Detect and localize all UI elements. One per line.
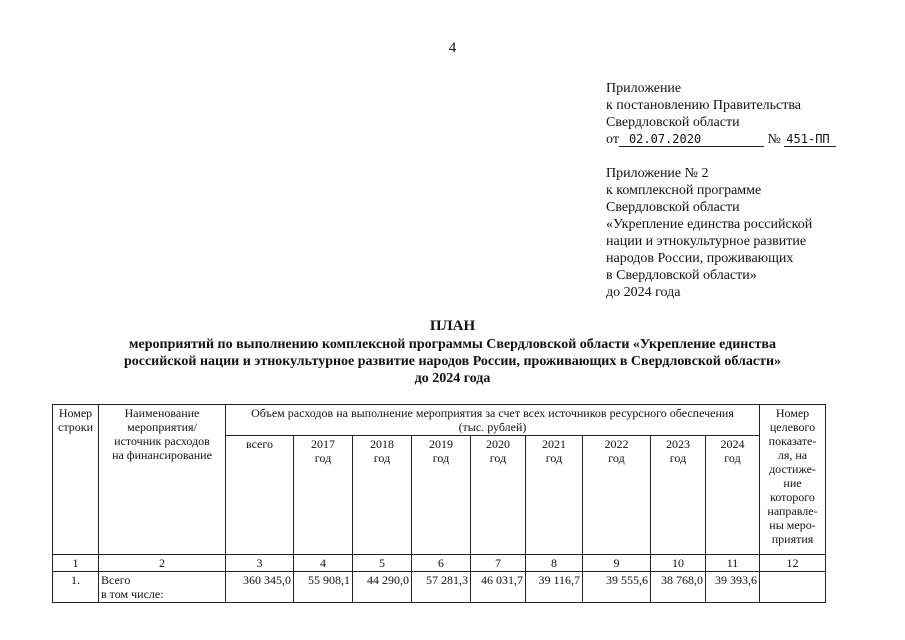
column-number: 5 <box>353 555 412 572</box>
header-text: 2021 <box>542 437 566 451</box>
column-number: 9 <box>583 555 651 572</box>
appendix-1-line: к постановлению Правительства <box>606 98 802 113</box>
resolution-date: 02.07.2020 <box>619 132 764 147</box>
plan-heading <box>0 318 905 387</box>
header-text: 2023 <box>666 437 690 451</box>
column-number-row <box>53 555 826 572</box>
appendix-2-block <box>606 165 812 301</box>
header-row <box>53 405 826 436</box>
column-number: 7 <box>471 555 526 572</box>
column-number: 2 <box>99 555 226 572</box>
header-text: год <box>669 451 687 465</box>
header-text: ние <box>783 476 802 490</box>
header-year <box>294 436 353 555</box>
header-year <box>583 436 651 555</box>
plan-subtitle-line: российской нации и этнокультурное развитие народов России, проживающих в Свердловской области» <box>123 354 782 369</box>
header-text: на финансирование <box>112 448 212 462</box>
header-year <box>651 436 706 555</box>
header-text: Номер <box>58 406 93 420</box>
appendix-2-line: «Укрепление единства российской <box>606 217 813 232</box>
header-text: строки <box>58 420 93 434</box>
header-text: год <box>373 451 391 465</box>
header-year <box>412 436 471 555</box>
header-text: 2019 <box>429 437 453 451</box>
row-total: 360 345,0 <box>226 572 294 603</box>
header-text: год <box>489 451 507 465</box>
appendix-2-line: в Свердловской области» <box>606 268 757 283</box>
plan-table <box>52 404 826 603</box>
header-row-number <box>53 405 99 555</box>
row-target-indicator <box>760 572 826 603</box>
header-text: год <box>608 451 625 465</box>
header-text: 2024 <box>720 437 745 451</box>
resolution-number: 451-ПП <box>784 132 836 147</box>
header-year <box>471 436 526 555</box>
column-number: 6 <box>412 555 471 572</box>
header-text: целевого <box>769 420 816 434</box>
header-target-indicator <box>760 405 826 555</box>
row-year-value: 39 555,6 <box>583 572 651 603</box>
appendix-1-line: Свердловской области <box>606 115 740 130</box>
header-text: год <box>724 451 741 465</box>
plan-title: ПЛАН <box>429 318 476 334</box>
header-text: всего <box>245 437 274 451</box>
header-year <box>526 436 583 555</box>
column-number: 10 <box>651 555 706 572</box>
row-year-value: 55 908,1 <box>294 572 353 603</box>
appendix-2-line: народов России, проживающих <box>606 251 794 266</box>
header-text: (тыс. рублей) <box>458 420 527 434</box>
row-year-value: 39 393,6 <box>706 572 760 603</box>
row-year-value: 46 031,7 <box>471 572 526 603</box>
date-prefix: от <box>606 132 619 147</box>
header-text: 2020 <box>486 437 510 451</box>
appendix-2-line: Приложение № 2 <box>606 166 709 181</box>
number-prefix: № <box>767 132 781 147</box>
row-number: 1. <box>53 572 99 603</box>
header-text: год <box>545 451 563 465</box>
row-year-value: 39 116,7 <box>526 572 583 603</box>
header-name <box>99 405 226 555</box>
table-row <box>53 572 826 603</box>
column-number: 8 <box>526 555 583 572</box>
header-text: Объем расходов на выполнение мероприятия за счет всех источников ресурсного обеспечения <box>251 406 734 420</box>
header-total <box>226 436 294 555</box>
row-year-value: 38 768,0 <box>651 572 706 603</box>
header-text: 2022 <box>604 437 629 451</box>
page-number: 4 <box>448 40 457 56</box>
column-number: 3 <box>226 555 294 572</box>
header-text: которого <box>770 490 815 504</box>
column-number: 12 <box>760 555 826 572</box>
appendix-2-line: нации и этнокультурное развитие <box>606 234 807 249</box>
column-number: 1 <box>53 555 99 572</box>
header-year <box>353 436 412 555</box>
row-name-line: Всего <box>101 573 131 587</box>
header-text: мероприятия/ <box>127 420 197 434</box>
plan-subtitle-line: до 2024 года <box>414 371 491 386</box>
appendix-2-line: к комплексной программе <box>606 183 762 198</box>
appendix-1-block <box>606 80 836 148</box>
header-text: направле- <box>767 504 818 518</box>
header-text: 2017 <box>311 437 335 451</box>
column-number: 4 <box>294 555 353 572</box>
header-text: Наименование <box>124 406 200 420</box>
appendix-1-date-line <box>606 131 836 148</box>
header-volume <box>226 405 760 436</box>
header-text: показате- <box>768 434 817 448</box>
header-text: год <box>432 451 450 465</box>
header-text: год <box>314 451 332 465</box>
row-name-line: в том числе: <box>101 587 164 601</box>
column-number: 11 <box>706 555 760 572</box>
header-text: достиже- <box>769 462 816 476</box>
row-name <box>99 572 226 603</box>
plan-subtitle-line: мероприятий по выполнению комплексной программы Свердловской области «Укрепление единства <box>129 337 776 352</box>
header-text: источник расходов <box>114 434 210 448</box>
header-text: ны меро- <box>769 518 816 532</box>
header-text: 2018 <box>370 437 394 451</box>
row-year-value: 44 290,0 <box>353 572 412 603</box>
row-year-value: 57 281,3 <box>412 572 471 603</box>
appendix-2-line: Свердловской области <box>606 200 740 215</box>
header-text: ля, на <box>777 448 808 462</box>
header-text: приятия <box>771 532 814 546</box>
header-text: Номер <box>775 406 810 420</box>
appendix-1-line: Приложение <box>606 81 682 96</box>
appendix-2-line: до 2024 года <box>606 285 681 300</box>
header-year <box>706 436 760 555</box>
